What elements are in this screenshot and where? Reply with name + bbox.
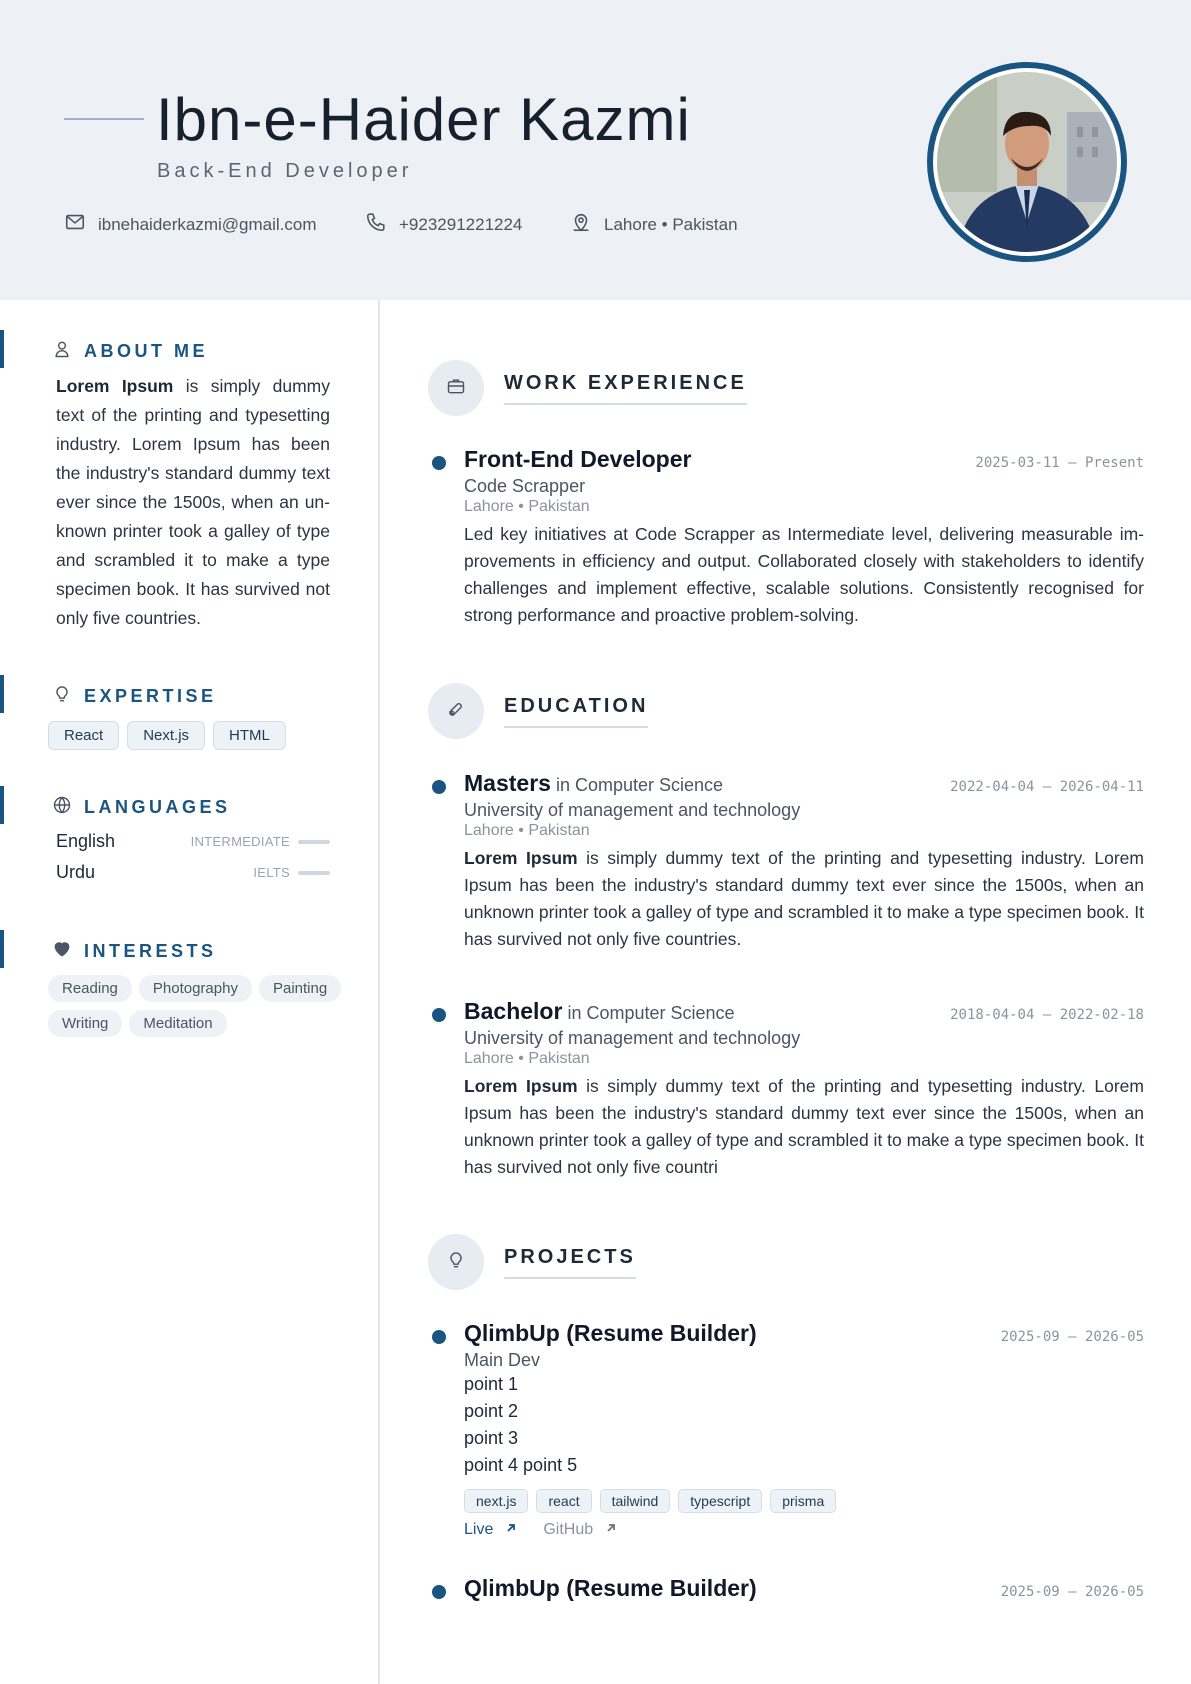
project-dates: 2025-09 — 2026-05	[1000, 1329, 1144, 1345]
degree-title	[464, 998, 735, 1025]
project-title: QlimbUp (Resume Builder)	[464, 1575, 757, 1601]
project-point: point 4 point 5	[464, 1455, 578, 1475]
about-lead: Lorem Ipsum	[56, 376, 174, 396]
expertise-accent-bar	[0, 675, 4, 713]
interest-pill: Meditation	[129, 1010, 226, 1037]
school-location: Lahore • Pakistan	[464, 822, 590, 839]
interest-pill: Painting	[259, 975, 341, 1002]
company-name: Code Scrapper	[464, 476, 586, 496]
interests-title: INTERESTS	[84, 941, 217, 961]
profile-photo-illustration	[937, 72, 1117, 252]
interest-pill: Writing	[48, 1010, 122, 1037]
degree-description-lead: Lorem Ipsum	[464, 1076, 578, 1096]
lightbulb-icon	[52, 684, 72, 709]
profile-photo	[927, 62, 1127, 262]
contact-location	[570, 211, 738, 238]
arrow-up-right-icon	[605, 1521, 617, 1539]
degree-description	[464, 845, 1144, 953]
live-link[interactable]	[464, 1521, 517, 1539]
live-link-label: Live	[464, 1521, 494, 1538]
degree-description-body: is simply dummy text of the printing and typesetting industry. Lorem Ipsum has been the industry's standard dummy text ever since the 1500s, when an unknown printer took a galley of type and scrambled it to make a type specimen book. It has survived not only five countries.	[464, 848, 1144, 949]
about-accent-bar	[0, 330, 4, 368]
language-row-english	[56, 831, 330, 852]
expertise-list	[48, 721, 348, 750]
project-dates: 2025-09 — 2026-05	[1000, 1584, 1144, 1600]
education-section-icon-badge	[428, 683, 484, 739]
timeline-bullet	[432, 456, 446, 470]
language-row-urdu	[56, 862, 330, 883]
language-level: INTERMEDIATE	[190, 834, 290, 849]
project-role: Main Dev	[464, 1350, 541, 1370]
timeline-bullet	[432, 1585, 446, 1599]
tech-tag: prisma	[770, 1489, 836, 1513]
work-section-title: WORK EXPERIENCE	[504, 372, 747, 405]
map-pin-icon	[570, 211, 592, 238]
language-level: IELTS	[253, 865, 290, 880]
tech-tag: react	[536, 1489, 591, 1513]
projects-section-title: PROJECTS	[504, 1246, 636, 1279]
about-title: ABOUT ME	[84, 341, 208, 361]
project-point: point 2	[464, 1401, 519, 1421]
interests-heading	[52, 939, 217, 964]
heart-icon	[52, 939, 72, 964]
tech-tag: tailwind	[600, 1489, 671, 1513]
contact-email[interactable]	[64, 211, 317, 238]
school-name: University of management and technology	[464, 1028, 801, 1048]
location-text: Lahore • Pakistan	[604, 214, 738, 234]
project-entry	[432, 1575, 1144, 1602]
contact-phone[interactable]	[365, 211, 522, 238]
mail-icon	[64, 211, 86, 238]
degree-field: in Computer Science	[550, 775, 724, 795]
languages-accent-bar	[0, 786, 4, 824]
resume-header	[0, 0, 1191, 300]
degree-description	[464, 1073, 1144, 1181]
about-text	[56, 372, 330, 633]
language-level-bar	[298, 871, 330, 875]
expertise-title: EXPERTISE	[84, 686, 217, 706]
degree-dates: 2022-04-04 — 2026-04-11	[950, 779, 1144, 795]
job-dates: 2025-03-11 — Present	[975, 455, 1144, 471]
candidate-name: Ibn-e-Haider Kazmi	[156, 86, 691, 153]
expertise-heading	[52, 684, 217, 709]
tech-tag: typescript	[678, 1489, 762, 1513]
project-links	[464, 1521, 1144, 1539]
tech-tag: next.js	[464, 1489, 528, 1513]
about-body: is simply dummy text of the printing and typesetting industry. Lorem Ipsum has been the industry's standard dummy text ever since the 1500s, when an unknown printer took a galley of type and scrambled it to make a type specimen book. It has survived not only five countries.	[56, 376, 330, 628]
candidate-role: Back-End Developer	[157, 160, 413, 182]
phone-text: +923291221224	[399, 214, 523, 234]
degree-name: Masters	[464, 770, 551, 796]
school-location: Lahore • Pakistan	[464, 1050, 590, 1067]
project-point: point 1	[464, 1374, 519, 1394]
interest-pill: Photography	[139, 975, 252, 1002]
globe-icon	[52, 795, 72, 820]
interests-list	[48, 975, 348, 1037]
github-link-label: GitHub	[543, 1521, 594, 1538]
project-entry	[432, 1320, 1144, 1539]
project-point: point 3	[464, 1428, 519, 1448]
project-tech-tags	[464, 1489, 1144, 1513]
degree-dates: 2018-04-04 — 2022-02-18	[950, 1007, 1144, 1023]
education-entry	[432, 770, 1144, 953]
expertise-chip: React	[48, 721, 119, 750]
work-entry	[432, 446, 1144, 629]
about-heading	[52, 339, 208, 364]
diploma-icon	[446, 699, 466, 724]
timeline-bullet	[432, 1008, 446, 1022]
languages-title: LANGUAGES	[84, 797, 231, 817]
job-title: Front-End Developer	[464, 446, 692, 472]
briefcase-icon	[446, 376, 466, 401]
job-description: Led key initiatives at Code Scrapper as Intermediate level, delivering measurable improvements in efficiency and output. Collaborated closely with stakeholders to identify challenges and implement effective, scalable solutions. Consistently recognised for strong performance and proactive problem-solving.	[464, 524, 1144, 625]
timeline-bullet	[432, 780, 446, 794]
work-section-icon-badge	[428, 360, 484, 416]
expertise-chip: HTML	[213, 721, 286, 750]
job-location: Lahore • Pakistan	[464, 498, 590, 515]
phone-icon	[365, 211, 387, 238]
expertise-chip: Next.js	[127, 721, 205, 750]
language-name: Urdu	[56, 862, 96, 882]
email-text: ibnehaiderkazmi@gmail.com	[98, 214, 317, 234]
degree-title	[464, 770, 723, 797]
timeline-bullet	[432, 1330, 446, 1344]
interest-pill: Reading	[48, 975, 132, 1002]
arrow-up-right-icon	[505, 1521, 517, 1539]
github-link[interactable]	[543, 1521, 617, 1539]
user-icon	[52, 339, 72, 364]
projects-section-icon-badge	[428, 1234, 484, 1290]
degree-field: in Computer Science	[562, 1003, 735, 1023]
project-title: QlimbUp (Resume Builder)	[464, 1320, 757, 1346]
interests-accent-bar	[0, 930, 4, 968]
languages-heading	[52, 795, 231, 820]
column-divider	[378, 300, 380, 1684]
education-section-title: EDUCATION	[504, 695, 648, 728]
school-name: University of management and technology	[464, 800, 801, 820]
degree-name: Bachelor	[464, 998, 563, 1024]
degree-description-lead: Lorem Ipsum	[464, 848, 578, 868]
language-level-bar	[298, 840, 330, 844]
degree-description-body: is simply dummy text of the printing and typesetting industry. Lorem Ipsum has been the industry's standard dummy text ever since the 1500s, when an unknown printer took a galley of type and scrambled it to make a type specimen book. It has survived not only five countri	[464, 1076, 1144, 1177]
lightbulb-icon	[446, 1250, 466, 1275]
name-decorative-rule	[64, 118, 144, 120]
language-name: English	[56, 831, 116, 851]
education-entry	[432, 998, 1144, 1181]
project-points	[464, 1371, 1144, 1479]
